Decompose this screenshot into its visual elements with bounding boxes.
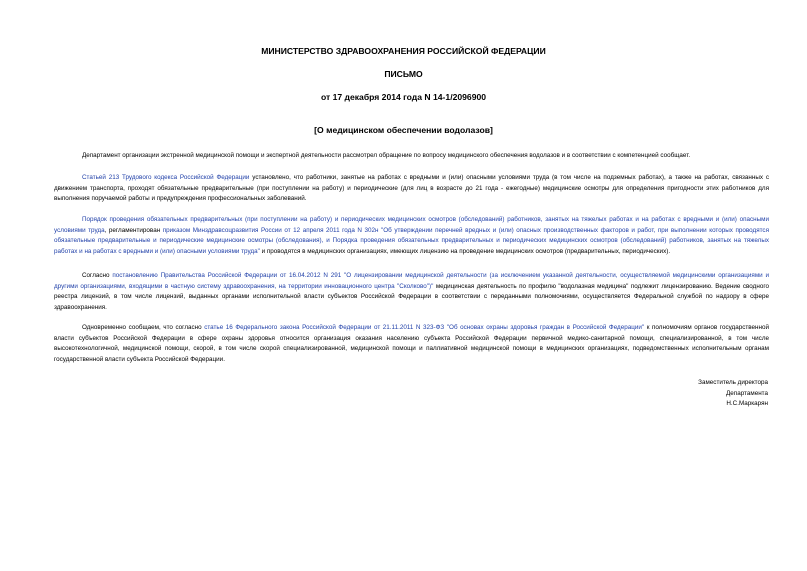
paragraph-4 bbox=[54, 271, 769, 313]
labor-code-article-213-link[interactable]: Статьей 213 Трудового кодекса Российской Федерации bbox=[82, 174, 250, 181]
medical-exam-procedure-link[interactable]: Порядок проведения обязательных предварительных (при поступлении на работу) и периодических медицинских осмотров (обследований) работников, занятых на тяжелых работах и на работах с вредными и (или) опасными условиями труда bbox=[54, 216, 769, 234]
paragraph-2 bbox=[54, 173, 769, 205]
paragraph-5 bbox=[54, 323, 769, 365]
paragraph-1 bbox=[54, 151, 769, 162]
document-subject: [О медицинском обеспечении водолазов] bbox=[314, 125, 493, 135]
resolution-291-link[interactable]: постановлению Правительства Российской Федерации от 16.04.2012 N 291 "О лицензировании медицинской деятельности (за исключением указанной деятельности, осуществляемой медицинскими организациями и другими организациями, входящими в частную систему здравоохранения, на территории инновационного центра "Сколково")" bbox=[54, 272, 769, 290]
ministry-title: МИНИСТЕРСТВО ЗДРАВООХРАНЕНИЯ РОССИЙСКОЙ ФЕДЕРАЦИИ bbox=[261, 46, 546, 56]
signature-block bbox=[698, 378, 768, 410]
order-302n-link[interactable]: приказом Минздравсоцразвития России от 12 апреля 2011 года N 302н "Об утверждении перечней вредных и (или) опасных производственных факторов и работ, при выполнении которых проводятся обязательные предварительные и периодические медицинские осмотры (обследования), и Порядка проведения обязательных предварительных и периодических медицинских осмотров (обследований) работников, занятых на тяжелых работах и на работах с вредными и (или) опасными условиями труда" bbox=[54, 226, 769, 255]
paragraph-3-text-1: , регламентирован bbox=[104, 226, 163, 234]
paragraph-3-text-2: и проводятся в медицинских организациях, имеющих лицензию на проведение медицинских осмотров (предварительных, периодических). bbox=[259, 247, 671, 255]
paragraph-5-text-2: к полномочиям органов государственной власти субъектов Российской Федерации в сфере охраны здоровья относится организация оказания населению субъекта Российской Федерации первичной медико-санитарной помощи, специализированной, в том числе высокотехнологичной, медицинской помощи, скорой, в том числе скорой специализированной, медицинской помощи и паллиативной медицинской помощи в медицинских организациях, подведомственных исполнительным органам государственной власти субъекта Российской Федерации. bbox=[54, 324, 770, 363]
signature-position: Заместитель директора bbox=[698, 379, 768, 386]
paragraph-4-text-1: Согласно bbox=[82, 272, 113, 279]
paragraph-5-text-1: Одновременно сообщаем, что согласно bbox=[82, 324, 205, 331]
paragraph-2-text: установлено, что работники, занятые на работах с вредными и (или) опасными условиями труда (в том числе на подземных работах), а также на работах, связанных с движением транспорта, проходят обязательные предварительные (при поступлении на работу) и периодические (для лиц в возрасте до 21 года - ежегодные) медицинские осмотры для определения пригодности этих работников для выполнения поручаемой работы и предупреждения профессиональных заболеваний. bbox=[54, 174, 770, 203]
signature-department: Департамента bbox=[726, 389, 768, 397]
federal-law-323-article-16-link[interactable]: статье 16 Федерального закона Российской Федерации от 21.11.2011 N 323-ФЗ "Об основах охраны здоровья граждан в Российской Федерации" bbox=[204, 324, 645, 331]
paragraph-1-text: Департамент организации экстренной медицинской помощи и экспертной деятельности рассмотрел обращение по вопросу медицинского обеспечения водолазов и в соответствии с компетенцией сообщает. bbox=[82, 152, 691, 159]
paragraph-4-text-2: медицинская деятельность по профилю "водолазная медицина" подлежит лицензированию. Ведение сводного реестра лицензий, в том числе лицензий, выданных органами исполнительной власти субъектов Российской Федерации в соответствии с переданными полномочиями, осуществляется Федеральной службой по надзору в сфере здравоохранения. bbox=[54, 282, 769, 311]
document-date-number: от 17 декабря 2014 года N 14-1/2096900 bbox=[320, 92, 487, 102]
document-type: ПИСЬМО bbox=[384, 69, 423, 79]
paragraph-3 bbox=[54, 215, 769, 257]
signature-name: Н.С.Маркарян bbox=[726, 400, 768, 408]
